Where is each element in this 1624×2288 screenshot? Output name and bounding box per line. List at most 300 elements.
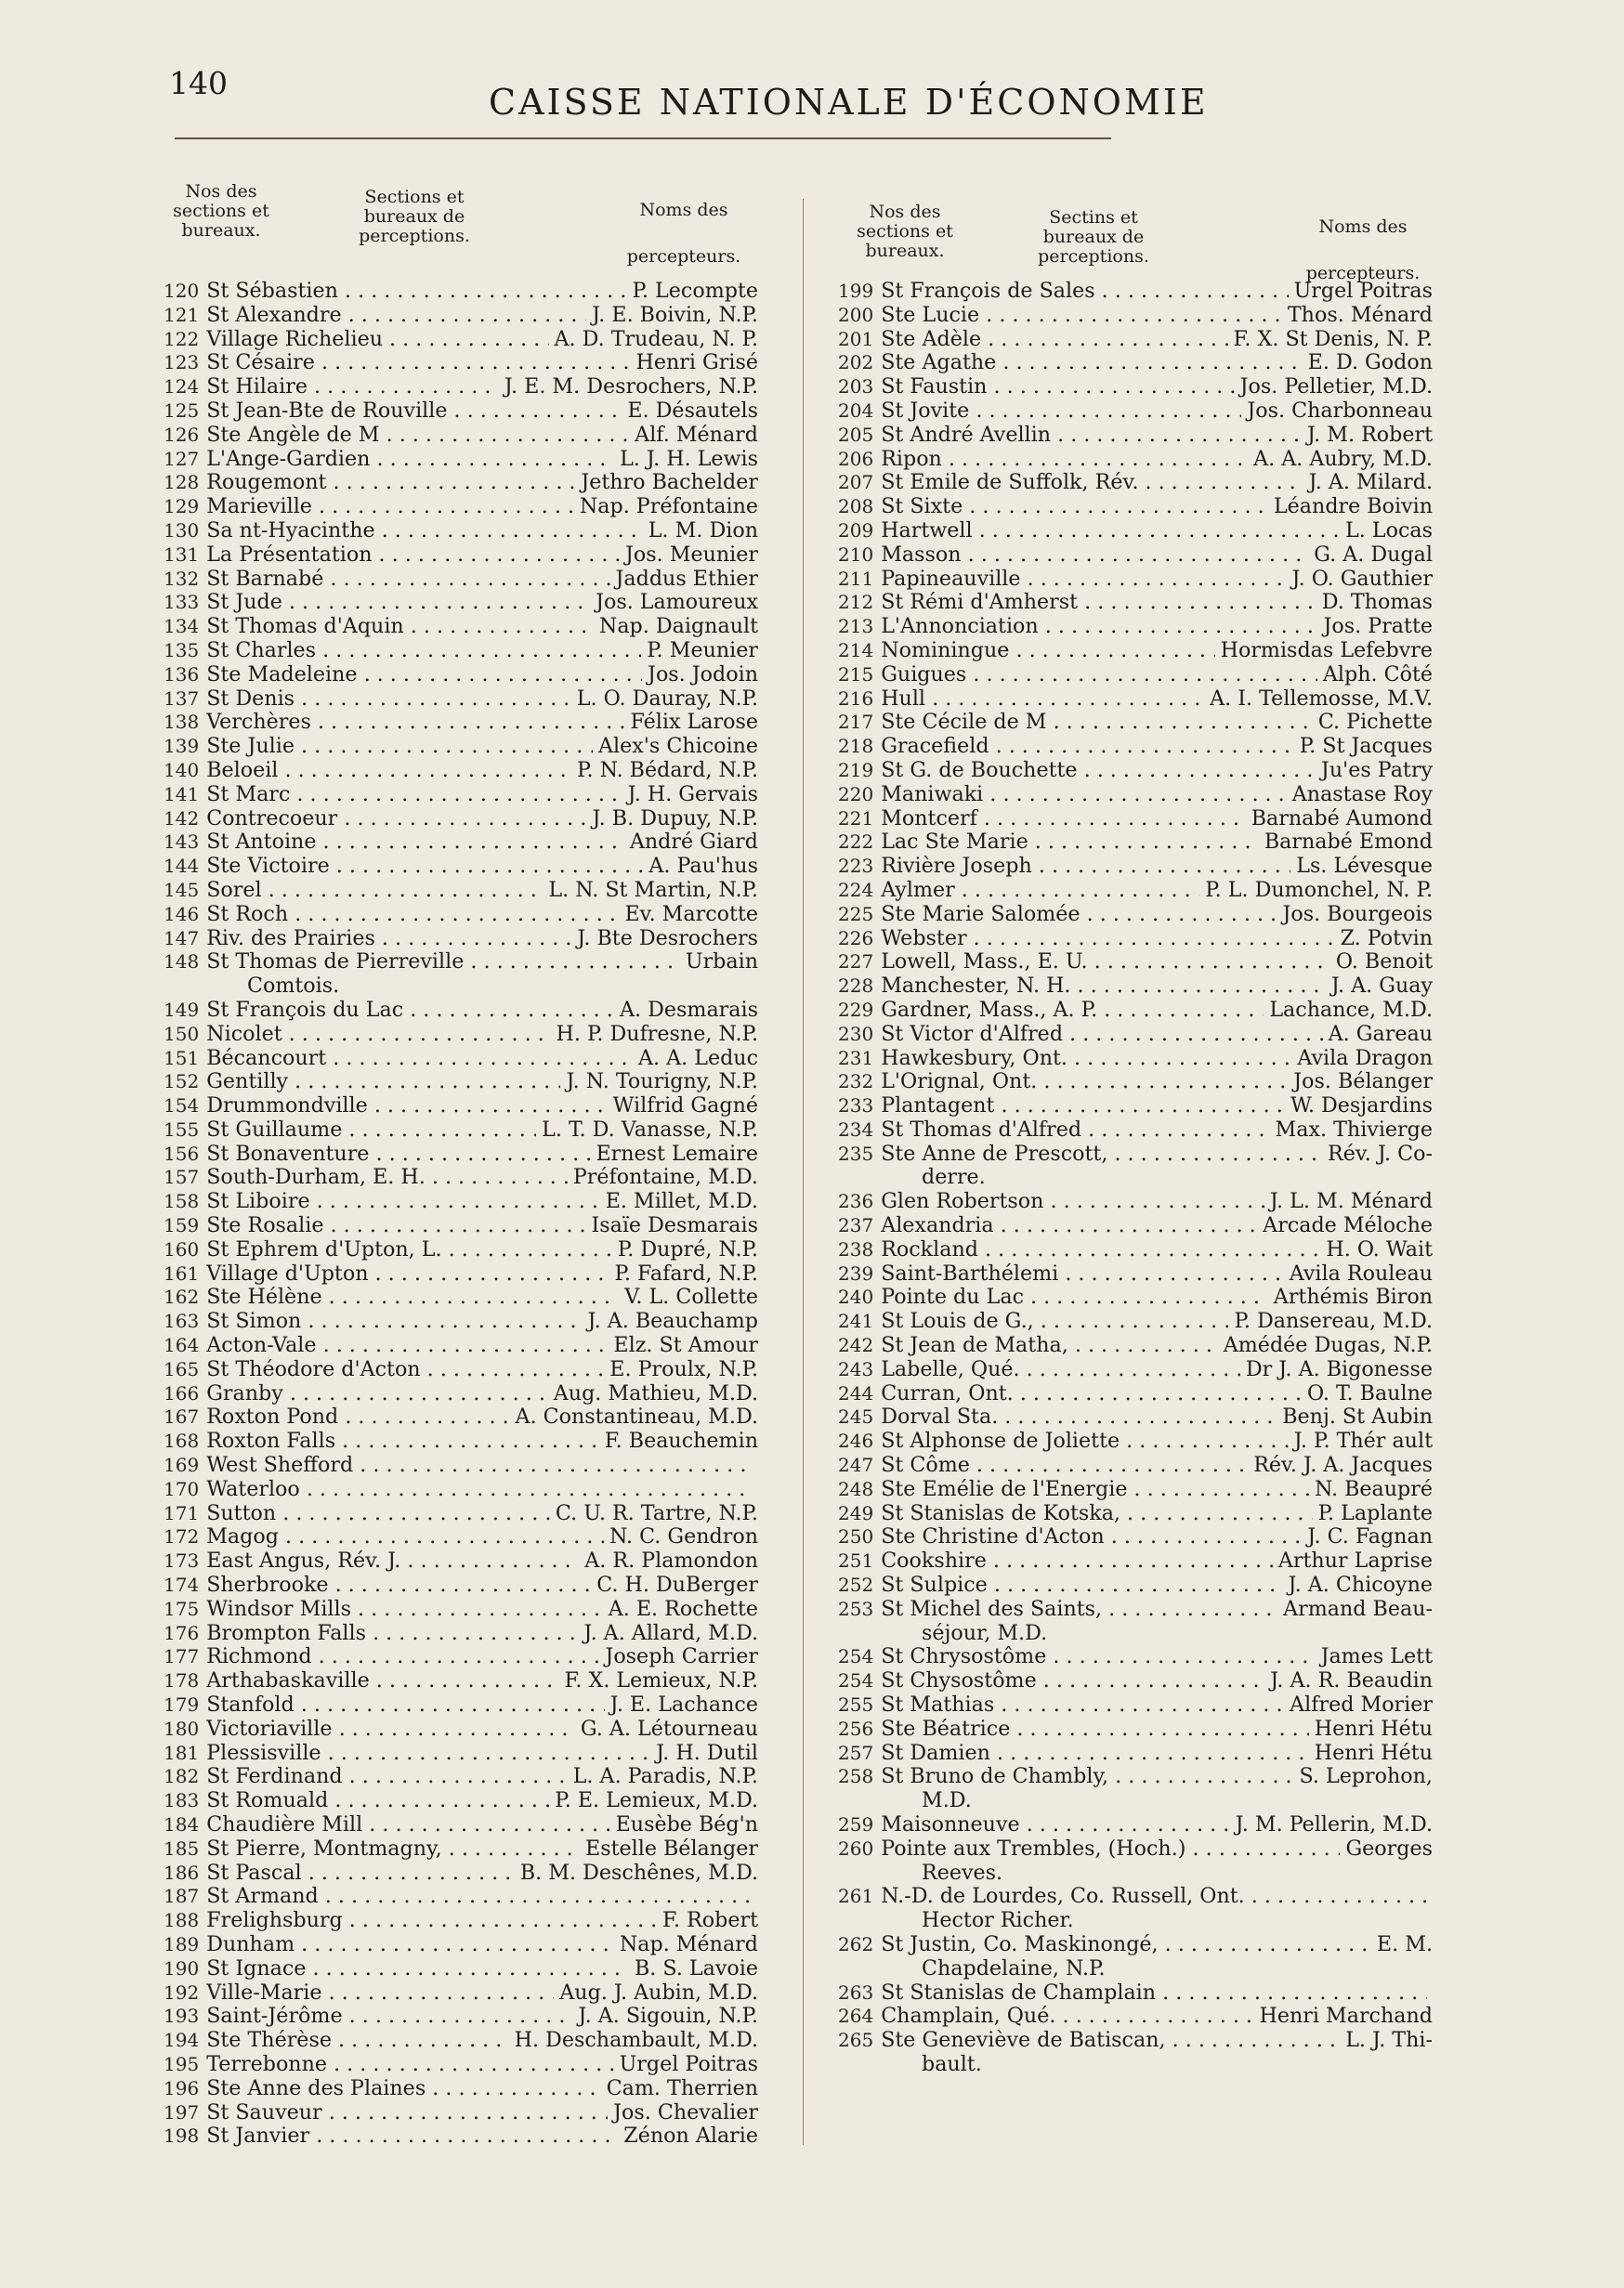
- section-name: St Liboire . . .: [206, 1190, 600, 1214]
- collector-name: Jos. Charbonneau: [1247, 398, 1433, 423]
- section-number: 148: [164, 950, 200, 974]
- table-row: [164, 1645, 758, 1669]
- section-number: 164: [164, 1334, 200, 1357]
- collector-name: B. S. Lavoie: [634, 1955, 758, 1981]
- section-number: 215: [838, 662, 874, 686]
- section-number: 176: [164, 1621, 200, 1644]
- table-row: [164, 1023, 758, 1047]
- section-name: St Barnabé . . .: [206, 568, 609, 592]
- section-number: 159: [164, 1214, 200, 1237]
- section-number: 145: [164, 878, 200, 901]
- collector-name: Eusèbe Bég'n: [615, 1812, 758, 1837]
- row-continuation: M.D.: [922, 1788, 972, 1813]
- collector-name: F. Beauchemin: [604, 1429, 758, 1454]
- table-row: [838, 830, 1433, 855]
- section-name: L'Annonciation . . .: [881, 615, 1317, 639]
- collector-name: Ls. Lévesque: [1296, 854, 1433, 879]
- section-name: Rockland . . .: [881, 1238, 1320, 1262]
- section-number: 150: [164, 1022, 200, 1045]
- section-name: Verchères . . .: [206, 711, 624, 735]
- section-number: 199: [838, 280, 874, 302]
- section-number: 261: [838, 1885, 874, 1908]
- section-name: St Jean de Matha, . . .: [881, 1334, 1218, 1358]
- section-number: 242: [838, 1334, 874, 1357]
- section-number: 185: [164, 1837, 200, 1860]
- section-name: St Jovite . . .: [881, 399, 1241, 424]
- table-row: [838, 1574, 1433, 1598]
- collector-name: Alph. Côté: [1322, 661, 1433, 686]
- section-number: 243: [838, 1357, 874, 1380]
- section-number: 196: [164, 2076, 200, 2099]
- table-row: [838, 1334, 1433, 1358]
- section-name: Gardner, Mass., A. P. . . .: [881, 999, 1264, 1023]
- collector-name: A. Constantineau, M.D.: [515, 1405, 758, 1430]
- table-row: [164, 1358, 758, 1382]
- table-row: [838, 591, 1433, 615]
- collector-name: Lachance, M.D.: [1269, 997, 1433, 1022]
- section-number: 122: [164, 327, 200, 350]
- section-number: 130: [164, 518, 200, 542]
- section-number: 143: [164, 830, 200, 854]
- section-name: St Guillaume . . .: [206, 1118, 536, 1143]
- table-row: [838, 351, 1433, 375]
- collector-name: J. A. Allard, M.D.: [583, 1620, 758, 1645]
- collector-name: J. E. Lachance: [609, 1693, 758, 1718]
- table-row: [838, 1094, 1433, 1118]
- table-row: [838, 1502, 1433, 1526]
- section-number: 131: [164, 543, 200, 566]
- collector-name: Rév. J. Co-: [1328, 1141, 1433, 1166]
- table-row: [164, 855, 758, 879]
- section-name: Stanfold . . .: [206, 1693, 604, 1718]
- section-name: Nominingue . . .: [881, 639, 1214, 663]
- table-row: [164, 1405, 758, 1430]
- section-number: 166: [164, 1381, 200, 1405]
- collector-name: Avila Rouleau: [1289, 1261, 1433, 1286]
- collector-name: C. Pichette: [1317, 710, 1433, 735]
- section-number: 161: [164, 1262, 200, 1285]
- table-row: [164, 1837, 758, 1862]
- collector-name: Benj. St Aubin: [1282, 1405, 1433, 1430]
- table-row: [164, 1813, 758, 1837]
- collector-name: Jos. Pratte: [1323, 614, 1433, 639]
- section-name: St Thomas d'Alfred . . .: [881, 1118, 1269, 1143]
- collector-name: P. St Jacques: [1299, 734, 1433, 759]
- collector-name: P. Lecompte: [632, 279, 758, 303]
- section-name: Ste Christine d'Acton . . .: [881, 1525, 1302, 1549]
- section-number: 129: [164, 495, 200, 518]
- collector-name: Ju'es Patry: [1320, 757, 1433, 782]
- section-name: Pointe aux Trembles, (Hoch.) . . .: [881, 1837, 1340, 1862]
- section-number: 212: [838, 591, 874, 614]
- section-name: East Angus, Rév. J. . . .: [206, 1549, 579, 1574]
- collector-name: Aug. Mathieu, M.D.: [553, 1380, 758, 1405]
- table-row: [838, 1382, 1433, 1406]
- collector-name: Léandre Boivin: [1273, 494, 1433, 519]
- row-continuation: Chapdelaine, N.P.: [922, 1955, 1106, 1981]
- section-number: 195: [164, 2052, 200, 2075]
- collector-name: Alf. Ménard: [635, 422, 758, 447]
- collector-name: E. D. Godon: [1307, 350, 1433, 375]
- section-number: 183: [164, 1789, 200, 1812]
- section-number: 211: [838, 567, 874, 590]
- collector-name: A. R. Plamondon: [584, 1549, 758, 1574]
- collector-name: Arcade Méloche: [1263, 1213, 1433, 1238]
- table-row: [164, 879, 758, 903]
- section-number: 165: [164, 1357, 200, 1380]
- section-name: St Antoine . . .: [206, 830, 624, 855]
- collector-name: P. Fafard, N.P.: [614, 1261, 758, 1286]
- section-name: Alexandria . . .: [881, 1214, 1257, 1238]
- table-row: [164, 1525, 758, 1549]
- table-row: [838, 1214, 1433, 1238]
- table-row: [164, 1885, 758, 1909]
- section-name: St Sébastien . . .: [206, 280, 626, 304]
- section-name: St François de Sales . . .: [881, 280, 1288, 304]
- section-name: St Pascal . . .: [206, 1862, 515, 1886]
- section-number: 220: [838, 782, 874, 805]
- table-row: [838, 1262, 1433, 1287]
- section-name: Plessisville . . .: [206, 1742, 650, 1766]
- section-name: St Louis de G., . . .: [881, 1310, 1228, 1334]
- section-name: Hawkesbury, Ont. . . .: [881, 1047, 1291, 1071]
- header-collector: Noms des: [639, 200, 728, 220]
- row-continuation: derre.: [922, 1165, 986, 1190]
- table-row: [164, 2005, 758, 2029]
- section-name: Rivière Joseph . . .: [881, 855, 1290, 879]
- section-name: Glen Robertson . . .: [881, 1190, 1264, 1214]
- section-name: Lac Ste Marie . . .: [881, 830, 1259, 855]
- section-number: 137: [164, 686, 200, 710]
- section-number: 255: [838, 1693, 874, 1717]
- section-number: 257: [838, 1741, 874, 1764]
- collector-name: Arthur Laprise: [1277, 1549, 1433, 1574]
- header-section-number: Nos des sections et bureaux.: [857, 202, 953, 261]
- section-number: 169: [164, 1454, 200, 1477]
- collector-name: P. Dupré, N.P.: [617, 1236, 758, 1262]
- section-number: 256: [838, 1717, 874, 1740]
- collector-name: J. A. Milard.: [1308, 470, 1433, 495]
- section-name: West Shefford . . .: [206, 1454, 753, 1478]
- section-name: Dunham . . .: [206, 1933, 614, 1957]
- section-name: St Victor d'Alfred . . .: [881, 1023, 1322, 1047]
- section-name: Manchester, N. H. . . .: [881, 974, 1326, 999]
- section-name: St Faustin . . .: [881, 375, 1234, 399]
- table-row: [838, 1765, 1433, 1789]
- section-number: 240: [838, 1286, 874, 1309]
- table-row: [838, 399, 1433, 424]
- section-number: 188: [164, 1909, 200, 1932]
- table-row: [164, 1118, 758, 1143]
- collector-name: Alex's Chicoine: [598, 734, 758, 759]
- section-name: St Emile de Suffolk, Rév. . . .: [881, 471, 1303, 495]
- section-name: Montcerf . . .: [881, 807, 1246, 831]
- table-row: [164, 1166, 758, 1190]
- section-number: 260: [838, 1837, 874, 1860]
- collector-name: Jethro Bachelder: [581, 470, 758, 495]
- section-name: St Rémi d'Amherst . . .: [881, 591, 1316, 615]
- section-name: Ste Victoire . . .: [206, 855, 643, 879]
- section-number: 231: [838, 1046, 874, 1069]
- table-row: [164, 591, 758, 615]
- table-row: [164, 1574, 758, 1598]
- section-number: 216: [838, 686, 874, 710]
- collector-name: Nap. Daignault: [598, 614, 758, 639]
- collector-name: Cam. Therrien: [606, 2075, 758, 2100]
- section-number: 124: [164, 375, 200, 399]
- table-row: [164, 1382, 758, 1406]
- section-name: Ste Marie Salomée . . .: [881, 903, 1277, 927]
- table-row: [164, 519, 758, 543]
- section-name: Gentilly . . .: [206, 1070, 560, 1094]
- table-row: [164, 1933, 758, 1957]
- section-number: 146: [164, 902, 200, 925]
- section-number: 234: [838, 1118, 874, 1141]
- collector-name: Aug. J. Aubin, M.D.: [559, 1980, 758, 2005]
- table-row: [838, 735, 1433, 759]
- table-row: [838, 1190, 1433, 1214]
- table-row: [838, 615, 1433, 639]
- section-number: 144: [164, 855, 200, 878]
- section-name: Webster . . .: [881, 927, 1334, 951]
- section-name: St Ephrem d'Upton, L. . . .: [206, 1238, 612, 1262]
- table-row: [838, 1885, 1433, 1909]
- section-name: St Sixte . . .: [881, 495, 1268, 519]
- collector-name: James Lett: [1320, 1644, 1433, 1669]
- section-number: 141: [164, 782, 200, 805]
- table-row: [164, 1981, 758, 2006]
- section-number: 237: [838, 1214, 874, 1237]
- section-number: 259: [838, 1813, 874, 1836]
- section-number: 244: [838, 1381, 874, 1405]
- collector-name: P. Dansereau, M.D.: [1234, 1309, 1433, 1334]
- table-row: [164, 1862, 758, 1886]
- table-row: [838, 999, 1433, 1023]
- collector-name: L. Locas: [1345, 517, 1433, 543]
- section-name: St Chrysostôme . . .: [881, 1645, 1315, 1669]
- section-number: 201: [838, 327, 874, 350]
- collector-name: G. A. Dugal: [1314, 542, 1433, 567]
- section-number: 180: [164, 1717, 200, 1740]
- table-row: [838, 1742, 1433, 1766]
- table-row: [164, 663, 758, 687]
- section-number: 217: [838, 711, 874, 734]
- collector-name: Thos. Ménard: [1287, 302, 1433, 327]
- collector-name: Henri Hétu: [1314, 1740, 1433, 1765]
- section-number: 223: [838, 855, 874, 878]
- section-number: 258: [838, 1765, 874, 1788]
- header-section-name: Sections et bureaux de perceptions.: [359, 187, 470, 246]
- table-row: [838, 687, 1433, 712]
- section-name: La Présentation . . .: [206, 543, 620, 568]
- collector-name: B. M. Deschênes, M.D.: [519, 1860, 758, 1885]
- table-row: [838, 1070, 1433, 1094]
- section-number: 128: [164, 471, 200, 494]
- collector-name: P. Meunier: [647, 637, 758, 662]
- section-name: Ste Adèle . . .: [881, 328, 1227, 352]
- table-row: [164, 495, 758, 519]
- section-number: 149: [164, 998, 200, 1021]
- collector-name: Ernest Lemaire: [596, 1141, 758, 1166]
- section-number: 184: [164, 1813, 200, 1836]
- collector-name: J. E. Boivin, N.P.: [592, 302, 758, 327]
- table-row: [838, 1310, 1433, 1334]
- section-number: 133: [164, 591, 200, 614]
- section-number: 134: [164, 615, 200, 638]
- section-name: Plantagent . . .: [881, 1094, 1285, 1118]
- section-name: Ste Hélène . . .: [206, 1286, 619, 1310]
- section-name: St Chysostôme . . .: [881, 1669, 1264, 1693]
- collector-name: J. H. Dutil: [656, 1740, 758, 1765]
- collector-name: J. M. Pellerin, M.D.: [1235, 1812, 1433, 1837]
- section-name: Magog . . .: [206, 1525, 604, 1549]
- section-number: 213: [838, 615, 874, 638]
- table-row: [164, 1789, 758, 1813]
- collector-name: Georges: [1345, 1836, 1433, 1861]
- table-row: [164, 1742, 758, 1766]
- section-number: 162: [164, 1286, 200, 1309]
- table-row: [164, 1310, 758, 1334]
- collector-name: J. A. Guay: [1330, 974, 1433, 999]
- column-divider: [803, 199, 804, 2145]
- table-row: [164, 1286, 758, 1310]
- collector-name: Estelle Bélanger: [585, 1836, 758, 1861]
- table-row: [164, 615, 758, 639]
- header-section-number: Nos des sections et bureaux.: [173, 181, 269, 241]
- section-number: 224: [838, 878, 874, 901]
- table-row: [164, 1718, 758, 1742]
- section-number: 221: [838, 806, 874, 830]
- section-number: 151: [164, 1046, 200, 1069]
- collector-name: J. B. Dupuy, N.P.: [592, 805, 758, 830]
- section-name: Aylmer . . .: [881, 879, 1199, 903]
- table-row: [838, 950, 1433, 974]
- collector-name: F. Robert: [662, 1908, 758, 1933]
- section-name: Ville-Marie . . .: [206, 1981, 554, 2006]
- table-row: [838, 448, 1433, 472]
- right-column: [838, 182, 1433, 2077]
- table-row: [164, 1214, 758, 1238]
- section-number: 247: [838, 1454, 874, 1477]
- table-row: [164, 399, 758, 424]
- section-name: Acton-Vale . . .: [206, 1334, 608, 1358]
- section-number: 142: [164, 806, 200, 830]
- section-name: Arthabaskaville . . .: [206, 1669, 558, 1693]
- left-column-header: [164, 182, 758, 280]
- collector-name: Jos. Bourgeois: [1282, 901, 1433, 926]
- table-row: [838, 1981, 1433, 2006]
- section-name: St Janvier . . .: [206, 2125, 618, 2149]
- section-name: Ste Rosalie . . .: [206, 1214, 585, 1238]
- table-row: [838, 1598, 1433, 1622]
- section-number: 135: [164, 638, 200, 661]
- collector-name: Barnabé Aumond: [1251, 805, 1433, 830]
- section-name: Richmond . . .: [206, 1645, 599, 1669]
- section-name: Frelighsburg . . .: [206, 1909, 657, 1933]
- collector-name: J. N. Tourigny, N.P.: [566, 1069, 758, 1094]
- section-number: 136: [164, 662, 200, 686]
- collector-name: Préfontaine, M.D.: [572, 1165, 758, 1190]
- section-number: 160: [164, 1237, 200, 1261]
- section-name: St Alphonse de Joliette . . .: [881, 1430, 1289, 1454]
- table-row: [164, 783, 758, 807]
- section-number: 126: [164, 423, 200, 446]
- table-row: [164, 2101, 758, 2125]
- table-row: [838, 1549, 1433, 1574]
- section-name: Sorel . . .: [206, 879, 543, 903]
- table-row: [164, 1765, 758, 1789]
- section-name: St Romuald . . .: [206, 1789, 549, 1813]
- page-number: 140: [169, 65, 228, 101]
- collector-name: A. Pau'hus: [648, 854, 758, 879]
- section-name: South-Durham, E. H. . . .: [206, 1166, 568, 1190]
- section-number: 232: [838, 1070, 874, 1093]
- section-number: 233: [838, 1094, 874, 1118]
- collector-name: Joseph Carrier: [605, 1644, 758, 1669]
- section-name: St Justin, Co. Maskinongé, . . .: [881, 1933, 1371, 1957]
- table-row: [164, 1070, 758, 1094]
- section-number: 202: [838, 351, 874, 374]
- table-row: [838, 903, 1433, 927]
- section-number: 190: [164, 1956, 200, 1980]
- section-number: 172: [164, 1525, 200, 1549]
- section-name: Windsor Mills . . .: [206, 1598, 603, 1622]
- section-number: 152: [164, 1070, 200, 1093]
- section-name: Lowell, Mass., E. U. . . .: [881, 950, 1330, 974]
- section-name: Ste Anne de Prescott, . . .: [881, 1143, 1322, 1167]
- section-name: Village d'Upton . . .: [206, 1262, 609, 1287]
- section-name: Ste Emélie de l'Energie . . .: [881, 1478, 1309, 1502]
- collector-name: Arthémis Biron: [1273, 1285, 1433, 1310]
- table-row: [164, 424, 758, 448]
- section-name: Hull . . .: [881, 687, 1204, 712]
- collector-name: Nap. Préfontaine: [579, 494, 758, 519]
- section-name: St Roch . . .: [206, 903, 619, 927]
- section-number: 226: [838, 926, 874, 949]
- collector-name: O. T. Baulne: [1307, 1380, 1433, 1405]
- collector-name: J. H. Gervais: [627, 781, 758, 806]
- section-number: 192: [164, 1981, 200, 2004]
- collector-name: C. H. DuBerger: [596, 1573, 758, 1598]
- section-name: Cookshire . . .: [881, 1549, 1273, 1574]
- collector-name: Jos. Bélanger: [1293, 1069, 1433, 1094]
- collector-name: Wilfrid Gagné: [612, 1093, 758, 1118]
- table-row: [164, 1094, 758, 1118]
- collector-name: A. A. Aubry, M.D.: [1253, 446, 1433, 471]
- section-number: 170: [164, 1477, 200, 1500]
- collector-name: E. Proulx, N.P.: [609, 1356, 758, 1381]
- table-row: [838, 1286, 1433, 1310]
- collector-name: Max. Thivierge: [1275, 1117, 1433, 1142]
- section-name: Ripon . . .: [881, 448, 1248, 472]
- section-name: St Pierre, Montmagny, . . .: [206, 1837, 580, 1862]
- collector-name: N. Beaupré: [1315, 1476, 1433, 1501]
- section-name: Ste Cécile de M . . .: [881, 711, 1313, 735]
- header-collector: Noms des: [1318, 216, 1408, 237]
- section-name: N.-D. de Lourdes, Co. Russell, Ont. . . .: [881, 1885, 1427, 1909]
- section-name: Chaudière Mill . . .: [206, 1813, 609, 1837]
- collector-name: Jaddus Ethier: [615, 566, 758, 591]
- table-row: [838, 879, 1433, 903]
- section-number: 208: [838, 495, 874, 518]
- collector-name: Jos. Chevalier: [613, 2099, 758, 2125]
- right-entries: [838, 280, 1433, 2077]
- section-number: 198: [164, 2125, 200, 2148]
- section-name: St Michel des Saints, . . .: [881, 1598, 1277, 1622]
- section-number: 264: [838, 2005, 874, 2028]
- collector-name: L. N. St Martin, N.P.: [548, 877, 758, 902]
- section-name: Guigues . . .: [881, 663, 1317, 687]
